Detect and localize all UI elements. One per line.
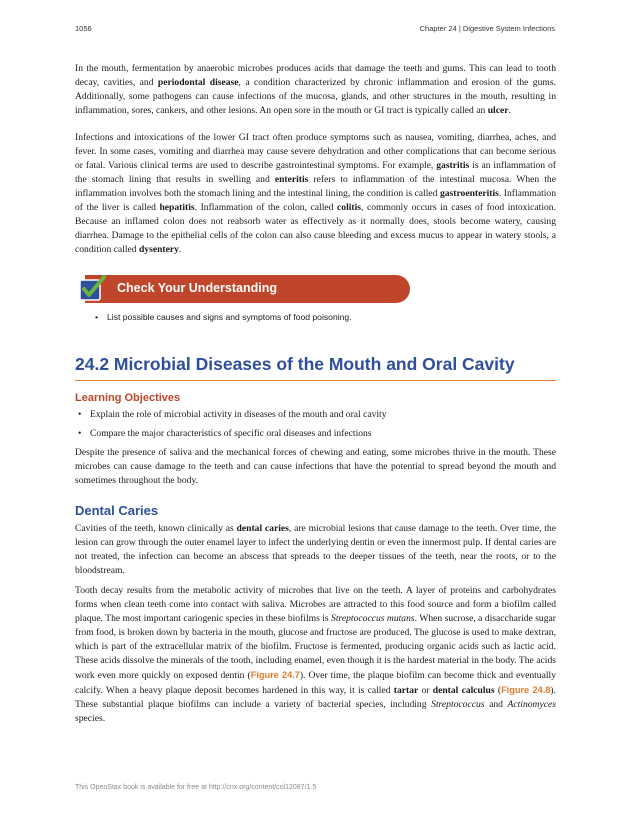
check-your-understanding-banner — [75, 274, 410, 304]
check-understanding-list — [95, 312, 352, 322]
genus-actinomyces: Actinomyces — [507, 699, 556, 710]
list-item: • List possible causes and signs and symptoms of food poisoning. — [95, 312, 352, 322]
term-gastroenteritis: gastroenteritis — [439, 188, 499, 199]
paragraph-dental-caries: Cavities of the teeth, known clinically as dental caries, are microbial lesions that cause damage to the teeth. Over time, the lesion can grow through the outer enamel layer to infect the underlying dentin or even the innermost pulp. If dental caries are not treated, the infection can become an abscess that spreads to the deeper tissues of the teeth, near the roots, or to the bloodstream. — [75, 523, 556, 576]
figure-link-24-7[interactable]: Figure 24.7 — [250, 670, 300, 680]
term-dental-calculus: dental calculus — [432, 685, 495, 696]
paragraph-saliva-microbes: Despite the presence of saliva and the mechanical forces of chewing and eating, some microbes thrive in the mouth. These microbes can cause damage to the teeth and can cause infections that have the potential to spread beyond the mouth and sometimes throughout the body. — [75, 447, 556, 486]
paragraph-mouth-fermentation: In the mouth, fermentation by anaerobic microbes produces acids that damage the teeth and gums. This can lead to tooth decay, cavities, and periodontal disease, a condition characterized by chronic inflammation and erosion of the gums. Additionally, some pathogens can cause infections of the mucosa, glands, and other structures in the mouth, resulting in inflammation, sores, cankers, and other lesions. An open sore in the mouth or GI tract is typically called an ulcer. — [75, 63, 556, 116]
term-dysentery: dysentery — [138, 244, 179, 255]
list-item: • Explain the role of microbial activity in diseases of the mouth and oral cavity — [78, 409, 387, 420]
paragraph-tooth-decay: Tooth decay results from the metabolic activity of microbes that live on the teeth. A layer of proteins and carbohydrates forms when clean teeth come into contact with saliva. Microbes are attracted to this food source and form a biofilm called plaque. The most important cariogenic species in these biofilms is Streptococcus mutans. When sucrose, a disaccharide sugar from food, is broken down by bacteria in the mouth, glucose and fructose are produced. The glucose is used to make dextran, which is part of the extracellular matrix of the biofilm. Fructose is fermented, producing organic acids such as lactic acid. These acids dissolve the minerals of the tooth, including enamel, even though it is the hardest material in the body. The acids work even more quickly on exposed dentin (Figure 24.7). Over time, the plaque biofilm can become thick and eventually calcify. When a heavy plaque deposit becomes hardened in this way, it is called tartar or dental calculus (Figure 24.8). These substantial plaque biofilms can include a variety of bacterial species, including Streptococcus and Actinomyces species. — [75, 585, 556, 724]
term-tartar: tartar — [393, 685, 419, 696]
paragraph-lower-gi-infections: Infections and intoxications of the lower GI tract often produce symptoms such as nausea, vomiting, diarrhea, aches, and fever. In some cases, vomiting and diarrhea may cause severe dehydration and other complications that can become serious or fatal. Various clinical terms are used to describe gastrointestinal symptoms. For example, gastritis is an inflammation of the stomach lining that results in swelling and enteritis refers to inflammation of the intestinal mucosa. When the inflammation involves both the stomach lining and the intestinal lining, the condition is called gastroenteritis. Inflammation of the liver is called hepatitis. Inflammation of the colon, called colitis, commonly occurs in cases of food intoxication. Because an inflamed colon does not reabsorb water as effectively as it normally does, stools become watery, causing diarrhea. Damage to the epithelial cells of the colon can also cause bleeding and excess mucus to appear in watery stools, a condition called dysentery. — [75, 132, 557, 255]
term-ulcer: ulcer — [487, 105, 509, 116]
page-footer: This OpenStax book is available for free at http://cnx.org/content/col12087/1.5 — [75, 784, 317, 791]
checkmark-box-icon — [77, 274, 107, 304]
subsection-title: Dental Caries — [75, 503, 159, 518]
term-periodontal-disease: periodontal disease — [157, 77, 239, 88]
term-gastritis: gastritis — [436, 160, 470, 171]
term-hepatitis: hepatitis — [159, 202, 195, 213]
term-dental-caries: dental caries — [236, 523, 289, 534]
list-item: • Compare the major characteristics of specific oral diseases and infections — [78, 428, 372, 439]
figure-link-24-8[interactable]: Figure 24.8 — [501, 685, 551, 695]
learning-objectives-list — [78, 409, 387, 447]
chapter-title: Chapter 24 | Digestive System Infections — [419, 24, 555, 33]
learning-objectives-title: Learning Objectives — [75, 392, 181, 404]
genus-streptococcus: Streptococcus — [431, 699, 485, 710]
page-number: 1056 — [75, 24, 92, 33]
term-colitis: colitis — [337, 202, 361, 213]
species-streptococcus-mutans: Streptococcus mutans — [331, 613, 415, 624]
banner-title: Check Your Understanding — [117, 281, 277, 295]
term-enteritis: enteritis — [274, 174, 309, 185]
section-title: 24.2 Microbial Diseases of the Mouth and Oral Cavity — [75, 354, 515, 374]
section-divider — [75, 380, 556, 381]
